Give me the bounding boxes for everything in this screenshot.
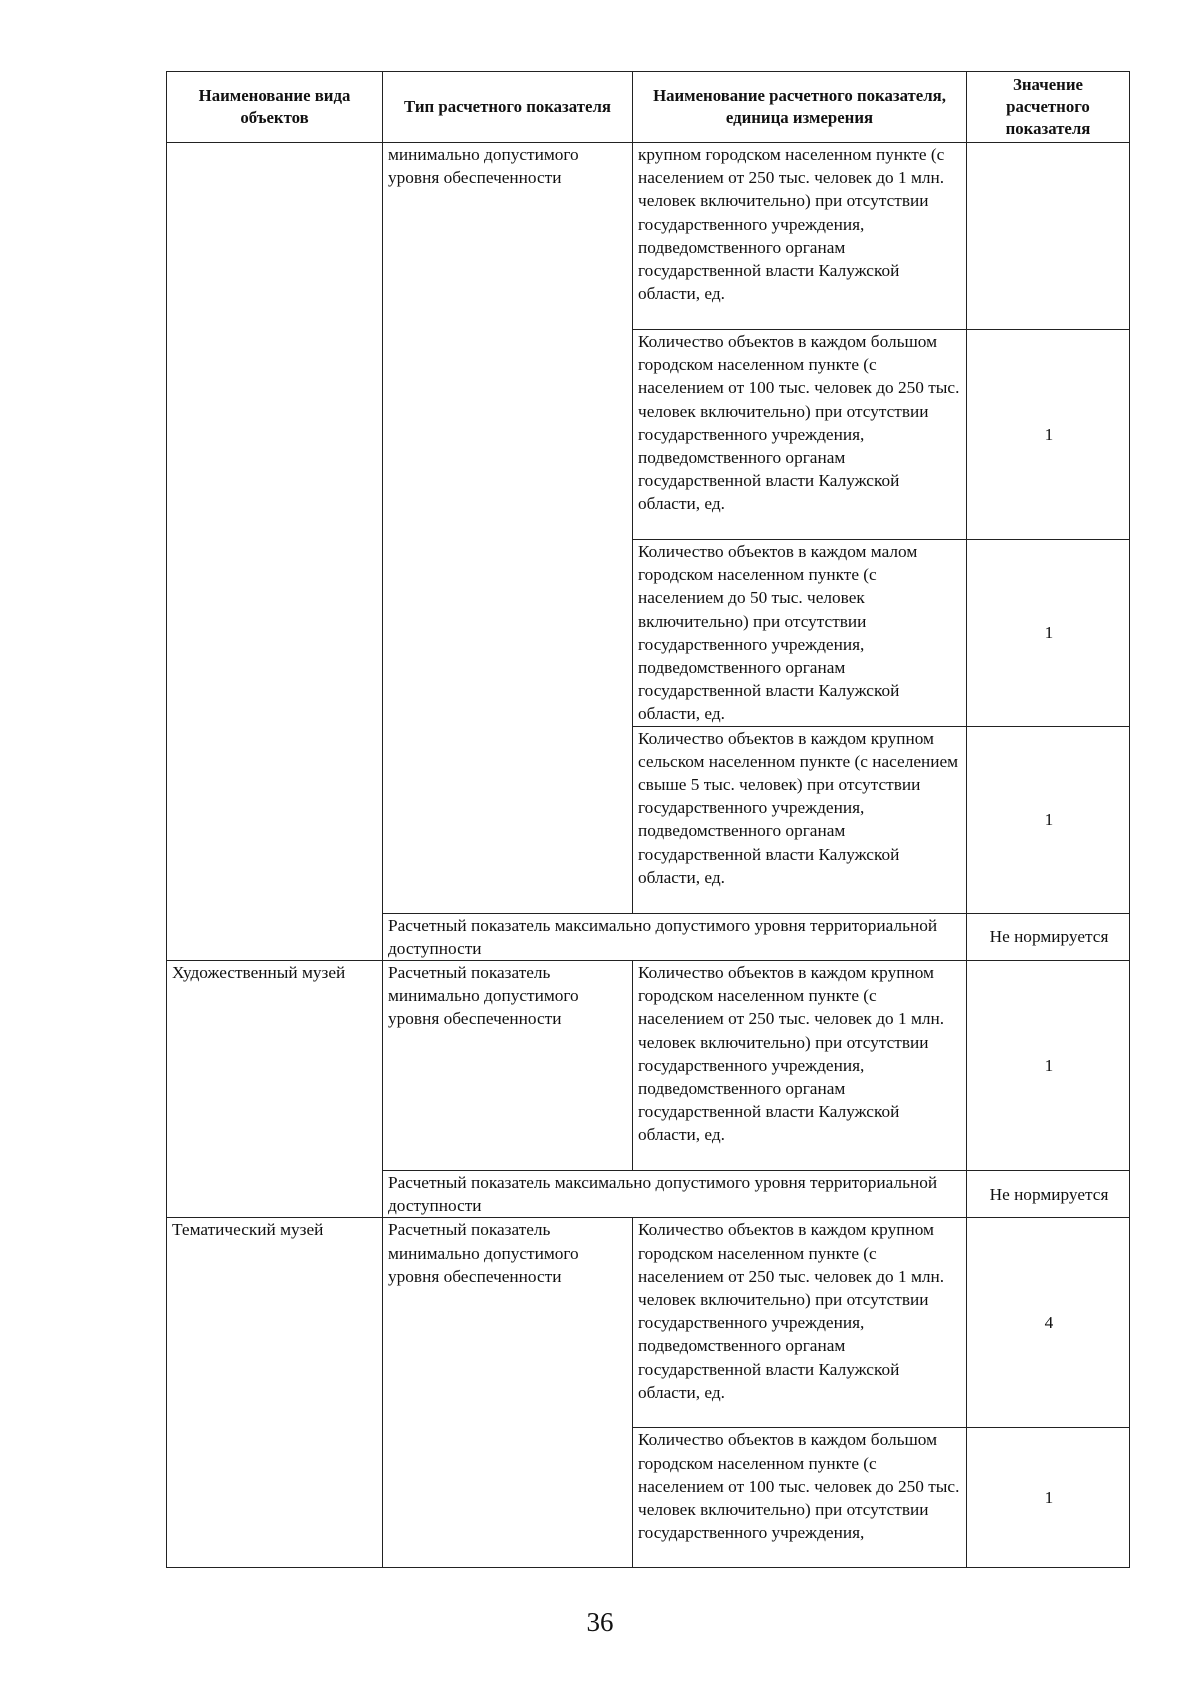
- table-row: [167, 143, 1130, 330]
- indicator-name-cell: Количество объектов в каждом большом городском населенном пункте (с населением от 100 тыс. человек до 250 тыс. человек включительно) при отсутствии государственного учреждения, подведомственного органам государственной власти Калужской области, ед.: [633, 330, 967, 540]
- indicator-name-cell: Количество объектов в каждом крупном сельском населенном пункте (с населением свыше 5 тыс. человек) при отсутствии государственного учреждения, подведомственного органам государственной власти Калужской области, ед.: [633, 726, 967, 913]
- accessibility-indicator-cell: Расчетный показатель максимально допустимого уровня территориальной доступности: [383, 913, 967, 960]
- indicator-value-cell: Не нормируется: [967, 913, 1130, 960]
- indicator-name-cell: Количество объектов в каждом малом городском населенном пункте (с населением до 50 тыс. человек включительно) при отсутствии государственного учреждения, подведомственного органам государственной власти Калужской области, ед.: [633, 540, 967, 727]
- table-row: [167, 1218, 1130, 1428]
- indicator-value-cell: [967, 143, 1130, 330]
- indicator-value-cell: 1: [967, 540, 1130, 727]
- table-row: [167, 961, 1130, 1171]
- indicator-value-cell: 1: [967, 1428, 1130, 1568]
- indicator-name-cell: Количество объектов в каждом большом городском населенном пункте (с населением от 100 тыс. человек до 250 тыс. человек включительно) при отсутствии государственного учреждения,: [633, 1428, 967, 1568]
- indicator-value-cell: 1: [967, 961, 1130, 1171]
- accessibility-indicator-cell: Расчетный показатель максимально допустимого уровня территориальной доступности: [383, 1171, 967, 1218]
- indicator-type-cell: Расчетный показатель минимально допустимого уровня обеспеченности: [383, 1218, 633, 1568]
- indicator-name-cell: Количество объектов в каждом крупном городском населенном пункте (с населением от 250 тыс. человек до 1 млн. человек включительно) при отсутствии государственного учреждения, подведомственного органам государственной власти Калужской области, ед.: [633, 961, 967, 1171]
- table-header-row: [167, 72, 1130, 143]
- indicator-name-cell: Количество объектов в каждом крупном городском населенном пункте (с населением от 250 тыс. человек до 1 млн. человек включительно) при отсутствии государственного учреждения, подведомственного органам государственной власти Калужской области, ед.: [633, 1218, 967, 1428]
- indicator-value-cell: Не нормируется: [967, 1171, 1130, 1218]
- indicator-type-cell: Расчетный показатель минимально допустимого уровня обеспеченности: [383, 961, 633, 1171]
- object-name-cell: Тематический музей: [167, 1218, 383, 1568]
- object-name-cell: Художественный музей: [167, 961, 383, 1218]
- indicator-value-cell: 1: [967, 330, 1130, 540]
- header-indicator-value: Значение расчетного показателя: [967, 72, 1130, 143]
- header-indicator-type: Тип расчетного показателя: [383, 72, 633, 143]
- indicator-name-cell: крупном городском населенном пункте (с населением от 250 тыс. человек до 1 млн. человек включительно) при отсутствии государственного учреждения, подведомственного органам государственной власти Калужской области, ед.: [633, 143, 967, 330]
- indicator-value-cell: 4: [967, 1218, 1130, 1428]
- indicators-table: [166, 71, 1130, 1568]
- page-number: 36: [586, 1607, 614, 1637]
- indicator-value-cell: 1: [967, 726, 1130, 913]
- object-cell-continued: [167, 143, 383, 961]
- header-indicator-name: Наименование расчетного показателя, единица измерения: [633, 72, 967, 143]
- indicator-type-cell: минимально допустимого уровня обеспеченности: [383, 143, 633, 914]
- header-object-type: Наименование вида объектов: [167, 72, 383, 143]
